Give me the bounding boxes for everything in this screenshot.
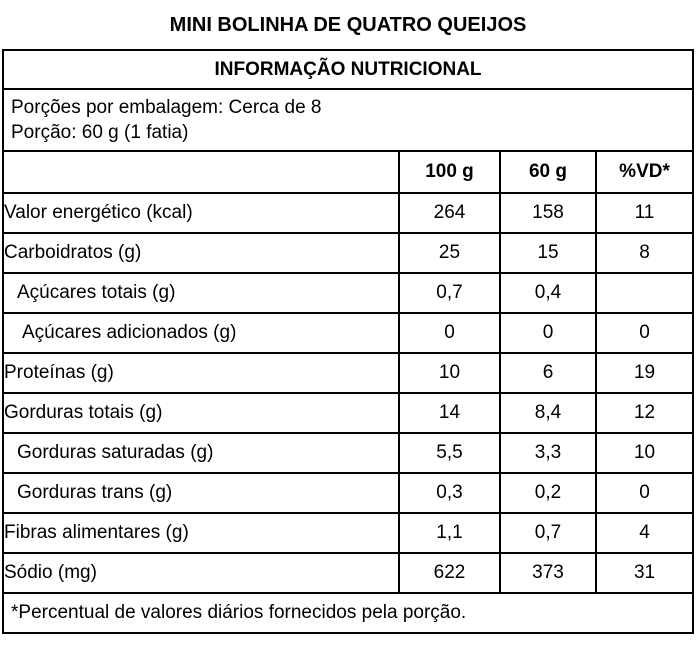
value-vd bbox=[596, 273, 693, 313]
servings-per-package: Porções por embalagem: Cerca de 8 bbox=[11, 97, 322, 118]
table-row bbox=[3, 193, 693, 233]
table-row bbox=[3, 313, 693, 353]
table-row bbox=[3, 393, 693, 433]
nutrition-table bbox=[2, 49, 694, 634]
row-label: Proteínas (g) bbox=[3, 353, 399, 393]
table-row bbox=[3, 433, 693, 473]
section-header-row bbox=[3, 50, 693, 89]
column-header-100g: 100 g bbox=[399, 151, 500, 193]
serving-size: Porção: 60 g (1 fatia) bbox=[11, 122, 189, 143]
column-header-60g: 60 g bbox=[500, 151, 596, 193]
row-label: Sódio (mg) bbox=[3, 553, 399, 593]
value-100g: 14 bbox=[399, 393, 500, 433]
table-row bbox=[3, 513, 693, 553]
table-row bbox=[3, 353, 693, 393]
serving-info-row bbox=[3, 89, 693, 151]
value-vd: 12 bbox=[596, 393, 693, 433]
column-header-vd: %VD* bbox=[596, 151, 693, 193]
value-vd: 19 bbox=[596, 353, 693, 393]
value-60g: 0,7 bbox=[500, 513, 596, 553]
section-title: INFORMAÇÃO NUTRICIONAL bbox=[3, 50, 693, 89]
value-vd: 0 bbox=[596, 313, 693, 353]
row-label: Valor energético (kcal) bbox=[3, 193, 399, 233]
table-row bbox=[3, 233, 693, 273]
value-60g: 373 bbox=[500, 553, 596, 593]
value-100g: 0,7 bbox=[399, 273, 500, 313]
value-60g: 15 bbox=[500, 233, 596, 273]
column-header-row bbox=[3, 151, 693, 193]
row-label: Carboidratos (g) bbox=[3, 233, 399, 273]
footnote: *Percentual de valores diários fornecidos pela porção. bbox=[3, 593, 693, 633]
product-title: MINI BOLINHA DE QUATRO QUEIJOS bbox=[169, 13, 527, 36]
value-100g: 0 bbox=[399, 313, 500, 353]
value-vd: 11 bbox=[596, 193, 693, 233]
value-100g: 0,3 bbox=[399, 473, 500, 513]
value-60g: 0,4 bbox=[500, 273, 596, 313]
value-100g: 264 bbox=[399, 193, 500, 233]
serving-info bbox=[3, 89, 693, 151]
row-label: Açúcares totais (g) bbox=[3, 273, 399, 313]
value-100g: 622 bbox=[399, 553, 500, 593]
value-vd: 10 bbox=[596, 433, 693, 473]
value-vd: 8 bbox=[596, 233, 693, 273]
value-60g: 8,4 bbox=[500, 393, 596, 433]
value-vd: 31 bbox=[596, 553, 693, 593]
footnote-row bbox=[3, 593, 693, 633]
row-label: Açúcares adicionados (g) bbox=[3, 313, 399, 353]
value-vd: 0 bbox=[596, 473, 693, 513]
value-60g: 3,3 bbox=[500, 433, 596, 473]
row-label: Gorduras saturadas (g) bbox=[3, 433, 399, 473]
value-60g: 0 bbox=[500, 313, 596, 353]
row-label: Fibras alimentares (g) bbox=[3, 513, 399, 553]
value-100g: 5,5 bbox=[399, 433, 500, 473]
value-100g: 25 bbox=[399, 233, 500, 273]
table-row bbox=[3, 273, 693, 313]
value-vd: 4 bbox=[596, 513, 693, 553]
value-100g: 10 bbox=[399, 353, 500, 393]
column-header-blank bbox=[3, 151, 399, 193]
value-60g: 0,2 bbox=[500, 473, 596, 513]
value-60g: 158 bbox=[500, 193, 596, 233]
value-100g: 1,1 bbox=[399, 513, 500, 553]
value-60g: 6 bbox=[500, 353, 596, 393]
row-label: Gorduras trans (g) bbox=[3, 473, 399, 513]
table-row bbox=[3, 473, 693, 513]
table-row bbox=[3, 553, 693, 593]
row-label: Gorduras totais (g) bbox=[3, 393, 399, 433]
